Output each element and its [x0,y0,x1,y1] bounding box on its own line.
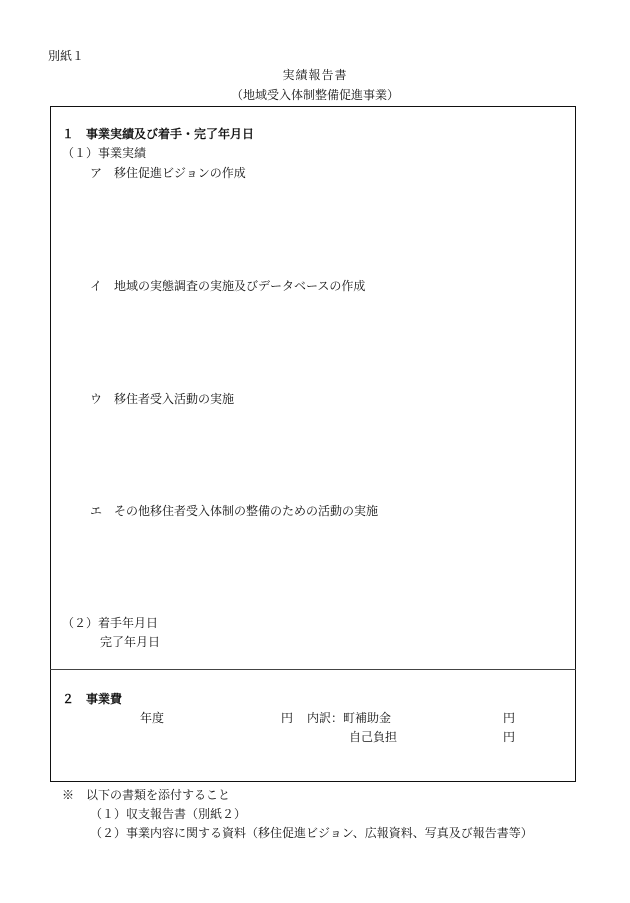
attachment-item-1: （１）収支報告書（別紙２） [90,807,247,821]
section1-heading: １ 事業実績及び着手・完了年月日 [62,127,255,141]
fiscal-year-label: 年度 [140,711,165,725]
section1-sub1-label: （１）事業実績 [62,146,147,160]
item-u: ウ 移住者受入活動の実施 [90,392,235,406]
attachment-item-2: （２）事業内容に関する資料（移住促進ビジョン、広報資料、写真及び報告書等） [90,826,533,840]
attachment-label: 別紙１ [48,49,85,63]
self-burden-label: 自己負担 [349,730,398,744]
breakdown-subsidy-label: 内訳：町補助金 [307,711,392,725]
yen-subsidy: 円 [503,711,516,725]
attachment-note: ※ 以下の書類を添付すること [62,788,231,802]
document-subtitle: （地域受入体制整備促進事業） [230,88,399,102]
item-a: ア 移住促進ビジョンの作成 [90,166,246,180]
item-i: イ 地域の実態調査の実施及びデータベースの作成 [90,279,366,293]
item-e: エ その他移住者受入体制の整備のための活動の実施 [90,504,379,518]
report-frame [50,106,576,782]
section-divider [50,669,576,670]
section2-heading: ２ 事業費 [62,692,123,706]
yen-self-burden: 円 [503,730,516,744]
section1-sub2-label: （２）着手年月日 [62,616,159,630]
document-title: 実績報告書 [282,68,348,82]
yen-total: 円 [281,711,294,725]
completion-date-label: 完了年月日 [100,635,161,649]
